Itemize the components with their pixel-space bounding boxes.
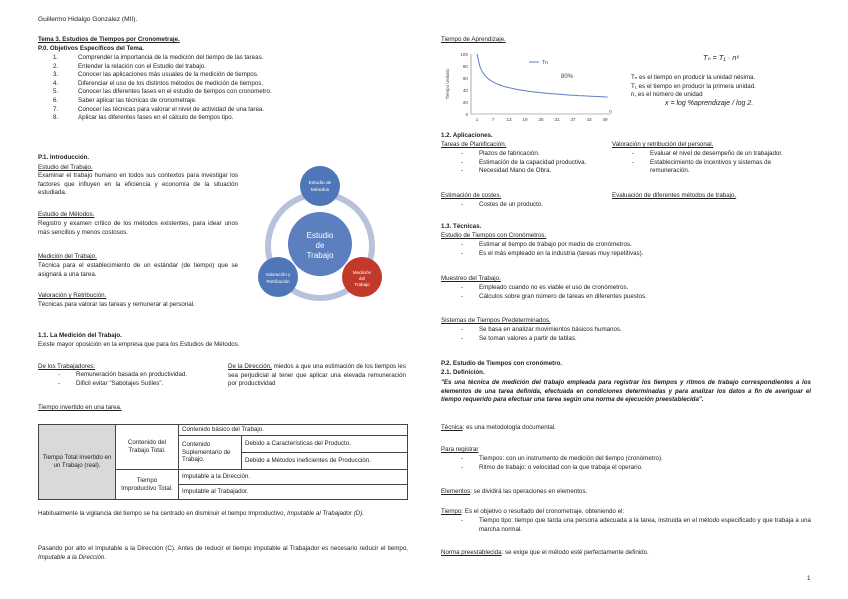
list-item: - Tiempo tipo: tiempo que tarda una persona adecuada a la tarea, instruida en el método especificado y que trabaja a una marcha normal. bbox=[441, 517, 811, 534]
diagram-left-label: Valoración y bbox=[265, 272, 291, 277]
svg-text:del: del bbox=[358, 276, 366, 281]
list-item: - Establecimiento de incentivos y sistemas de remuneración. bbox=[612, 159, 812, 176]
objective-item: 2. Entender la relación con el Estudio del trabajo. bbox=[53, 62, 206, 70]
objective-item: 8. Aplicar las diferentes fases en el cálculo de tiempos tipo. bbox=[53, 114, 234, 122]
time-breakdown-table bbox=[38, 424, 408, 500]
registrar-list bbox=[441, 455, 821, 472]
x-tick-label: 37 bbox=[570, 117, 576, 122]
table-contenido-total-cell: Contenido del Trabajo Total. bbox=[116, 425, 179, 470]
muestreo-list bbox=[441, 284, 821, 301]
table-debido-producto-cell: Debido a Características del Producto. bbox=[242, 436, 408, 453]
tiempo-line: Tiempo: Es el objetivo o resultado del cronometraje, obteniendo el: bbox=[441, 508, 625, 515]
percent-label: 80% bbox=[561, 74, 574, 80]
formula-note: Tₙ es el tiempo en producir la unidad nésima. bbox=[631, 74, 756, 81]
formula-text: Tₙ = T₁ · nˣ bbox=[703, 53, 739, 62]
x-tick-label: 25 bbox=[538, 117, 544, 122]
svg-text:Trabajo: Trabajo bbox=[354, 282, 370, 287]
list-item: - Empleado cuando no es viable el uso de cronómetros. bbox=[441, 284, 821, 293]
x-tick-label: 43 bbox=[586, 117, 592, 122]
y-tick-label: 80 bbox=[462, 64, 468, 69]
objective-item: 1. Comprender la importancia de la medición del tiempo de las tareas. bbox=[53, 54, 264, 61]
medicion-text: Técnica para el establecimiento de un estándar (de tiempo) que se asignará a una tarea. bbox=[38, 262, 238, 278]
definition-quote: "Es una técnica de medición del trabajo empleada para registrar los tiempos y ritmos de trabajo correspondientes a los elementos de una tarea definida, efectuada en condiciones determinadas y para analizar los datos a fin de averiguar el tiempo requerido para efectuar una tarea según una norma de ejecución preestablecida". bbox=[441, 379, 811, 404]
objective-item: 5. Conocer las diferentes fases en el estudio de tiempos con cronometro. bbox=[53, 88, 272, 96]
norma-line: Norma preestablecida: se exige que el método esté perfectamente definido. bbox=[441, 549, 649, 556]
formula-note: T₁ es el tiempo en producir la primera unidad. bbox=[631, 82, 756, 90]
s12-title: 1.2. Aplicaciones. bbox=[441, 132, 493, 139]
estudio-metodos-heading: Estudio de Métodos. bbox=[38, 211, 95, 218]
x-tick-label: 13 bbox=[506, 117, 512, 122]
direccion-block bbox=[228, 363, 406, 389]
paragraph-pasando: Pasando por alto el Imputable a la Dirección (C). Antes de reducir el tiempo imputable al Trabajador es necesario reducir el tiempo, Imputable a la Dirección. bbox=[38, 545, 408, 561]
n-axis-label: n bbox=[609, 109, 612, 115]
svg-text:Métodos: Métodos bbox=[310, 188, 330, 193]
diagram-node-bottom-left bbox=[258, 257, 298, 297]
list-item: - Dificil evitar "Sabotajes Sutiles". bbox=[38, 380, 228, 389]
list-item: - Es el más empleado en la industria (tareas muy repetitivas). bbox=[441, 250, 821, 259]
list-item: - Evaluar el nivel de desempeño de un trabajador. bbox=[612, 150, 812, 159]
p2-title: P.2. Estudio de Tiempos con cronómetro. bbox=[441, 360, 563, 367]
list-item: - Se toman valores a partir de tablas. bbox=[441, 335, 821, 344]
valoracion-heading: Valoración y Retribución. bbox=[38, 292, 107, 299]
muestreo-heading: Muestreo del Trabajo. bbox=[441, 275, 501, 282]
work-study-diagram bbox=[258, 164, 408, 302]
estudio-trabajo-text: Examinar el trabajo humano en todos sus contextos para investigar los factores que influyen en la eficiencia y economía de la situación estudiada. bbox=[38, 172, 238, 197]
predeterminados-list bbox=[441, 326, 821, 343]
list-item: - Tiempos: con un instrumento de medición del tiempo (cronómetro). bbox=[441, 455, 821, 464]
trabajadores-heading: De los Trabajadores: bbox=[38, 363, 96, 370]
y-tick-label: 20 bbox=[462, 100, 468, 105]
p0-title: P.0. Objetivos Específicos del Tema. bbox=[38, 45, 145, 52]
learning-curve-chart bbox=[441, 46, 619, 126]
direccion-text: miedos a que una estimación de los tiempos les sea perjudicial al tener que aplicar una elevada remuneración por productividad bbox=[228, 363, 406, 388]
y-tick-label: 60 bbox=[462, 76, 468, 81]
trabajadores-list bbox=[38, 371, 228, 388]
p21-title: 2.1. Definición. bbox=[441, 369, 485, 376]
diagram-node-top bbox=[300, 166, 340, 206]
objective-item: 7. Conocer las técnicas para valorar el nivel de actividad de una tarea. bbox=[53, 105, 265, 113]
tiempo-list bbox=[441, 517, 811, 534]
x-tick-label: 7 bbox=[491, 117, 495, 122]
table-improductivo-cell: Tiempo Improductivo Total. bbox=[116, 470, 179, 500]
table-total-cell: Tiempo Total invertido en un Trabajo (real). bbox=[39, 425, 116, 500]
tecnica-line: Técnica: es una metodología documental. bbox=[441, 424, 556, 431]
diagram-center-label: Estudio bbox=[306, 231, 334, 240]
valoracion-personal-list bbox=[612, 150, 812, 176]
estimacion-list bbox=[441, 201, 611, 210]
x-tick-label: 1 bbox=[475, 117, 479, 122]
list-item: - Estimación de la capacidad productiva. bbox=[441, 159, 611, 168]
estimacion-heading: Estimación de costes. bbox=[441, 192, 502, 199]
tiempo-invertido-heading: Tiempo invertido en una tarea. bbox=[38, 404, 122, 411]
y-tick-label: 0 bbox=[465, 112, 468, 117]
s11-title: 1.1. La Medición del Trabajo. bbox=[38, 332, 122, 339]
page-number: 1 bbox=[807, 575, 811, 582]
x-tick-label: 31 bbox=[554, 117, 560, 122]
legend-label: Tn bbox=[542, 60, 548, 66]
x-tick-label: 49 bbox=[602, 117, 608, 122]
table-contenido-sup-cell: Contenido Suplementario de Trabajo. bbox=[179, 436, 242, 470]
formula-note: n, es el número de unidad bbox=[631, 91, 703, 99]
cronometros-list bbox=[441, 241, 821, 258]
elementos-line: Elementos: se dividirá las operaciones en elementos. bbox=[441, 488, 588, 495]
paragraph-habitual: Habitualmente la vigilancia del tiempo se ha centrado en disminuir el tiempo Improductivo, Imputable al Trabajador (D). bbox=[38, 510, 364, 517]
formula-notes bbox=[631, 74, 831, 108]
s11-text: Existe mayor oposición en la empresa que para los Estudios de Métodos. bbox=[38, 341, 240, 348]
tiempo-aprendizaje-heading: Tiempo de Aprendizaje. bbox=[441, 36, 506, 43]
table-contenido-basico-cell: Contenido básico del Trabajo. bbox=[179, 425, 408, 436]
tareas-plan-list bbox=[441, 150, 611, 176]
topic-title: Tema 3. Estudios de Tiempos por Cronometraje. bbox=[38, 36, 180, 43]
svg-text:de: de bbox=[315, 241, 325, 250]
table-imp-direccion-cell: Imputable a la Dirección. bbox=[179, 470, 408, 485]
y-tick-label: 100 bbox=[460, 52, 468, 57]
objective-item: 6. Saber aplicar las técnicas de cronometraje. bbox=[53, 96, 197, 104]
formula-note: x = log %aprendizaje / log 2. bbox=[665, 99, 754, 107]
author: Guillermo Hidalgo Gonzalez (MII). bbox=[38, 16, 138, 23]
p1-title: P.1. Introducción. bbox=[38, 154, 90, 161]
svg-text:Trabajo: Trabajo bbox=[306, 251, 334, 260]
list-item: - Necesidad Mano de Obra. bbox=[441, 167, 611, 176]
estudio-metodos-text: Registro y examen crítico de los métodos existentes, para idear unos más sencillos y menos costosos. bbox=[38, 220, 238, 236]
y-axis-label: Tiempo Unitario bbox=[445, 68, 450, 100]
table-debido-metodos-cell: Debido a Métodos ineficientes de Producción. bbox=[242, 453, 408, 470]
predeterminados-heading: Sistemas de Tiempos Predeterminados. bbox=[441, 317, 551, 324]
tareas-plan-heading: Tareas de Planificación. bbox=[441, 141, 507, 148]
diagram-top-label: Estudio de bbox=[308, 181, 332, 186]
list-item: - Estimar el tiempo de trabajo por medio de cronómetros. bbox=[441, 241, 821, 250]
svg-text:Retribución: Retribución bbox=[266, 279, 290, 284]
objective-item: 4. Diferenciar el uso de los distintos métodos de medición de tiempos. bbox=[53, 79, 264, 87]
valoracion-text: Técnicas para valorar las tareas y remunerar al personal. bbox=[38, 301, 195, 308]
list-item: - Ritmo de trabajo: o velocidad con la que trabaja el operario. bbox=[441, 464, 821, 473]
objectives-list bbox=[38, 54, 418, 123]
registrar-heading: Para registrar bbox=[441, 446, 479, 453]
list-item: - Remuneración basada en productividad. bbox=[38, 371, 228, 380]
cronometros-heading: Estudio de Tiempos con Cronómetros. bbox=[441, 232, 547, 239]
list-item: - Costes de un producto. bbox=[441, 201, 611, 210]
x-tick-label: 19 bbox=[522, 117, 528, 122]
list-item: - Se basa en analizar movimientos básicos humanos. bbox=[441, 326, 821, 335]
direccion-heading: De la Dirección, bbox=[228, 363, 272, 370]
table-imp-trabajador-cell: Imputable al Trabajador. bbox=[179, 485, 408, 500]
valoracion-personal-heading: Valoración y retribución del personal. bbox=[612, 141, 714, 148]
medicion-heading: Medición del Trabajo. bbox=[38, 253, 97, 260]
objective-item: 3. Conocer las aplicaciones más usuales de la medición de tiempos. bbox=[53, 71, 259, 79]
estudio-trabajo-heading: Estudio del Trabajo. bbox=[38, 164, 93, 171]
y-tick-label: 40 bbox=[462, 88, 468, 93]
s13-title: 1.3. Técnicas. bbox=[441, 223, 482, 230]
list-item: - Plazos de fabricación. bbox=[441, 150, 611, 159]
list-item: - Cálculos sobre gran número de tareas en diferentes puestos. bbox=[441, 293, 821, 302]
diagram-right-label: Medición bbox=[352, 270, 372, 275]
evaluacion-heading: Evaluación de diferentes métodos de trabajo. bbox=[612, 192, 737, 199]
